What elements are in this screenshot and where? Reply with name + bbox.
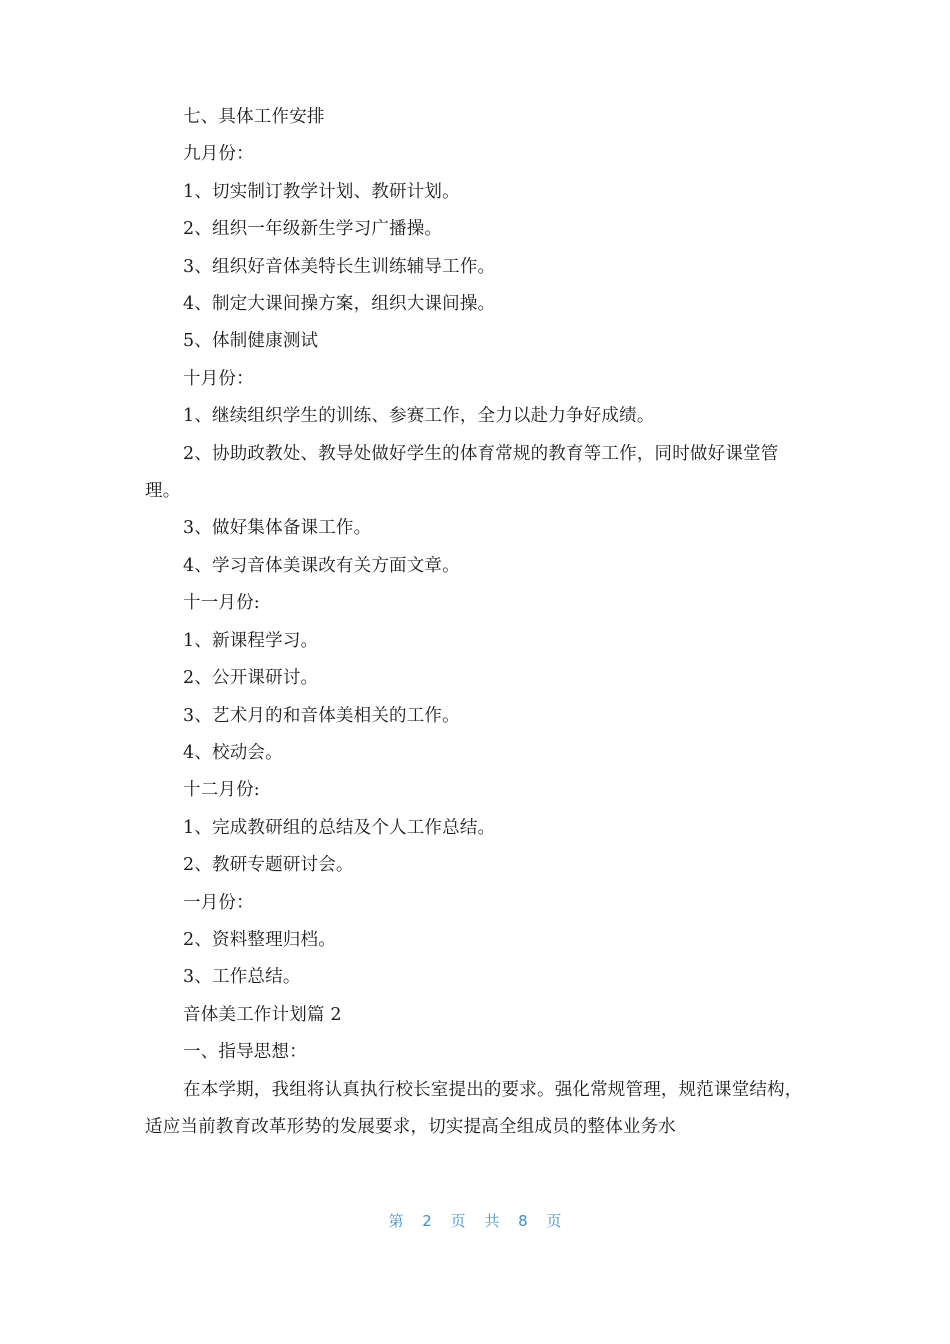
paragraph: 在本学期，我组将认真执行校长室提出的要求。强化常规管理，规范课堂结构，适应当前教育改革形势的发展要求，切实提高全组成员的整体业务水 bbox=[145, 1079, 803, 1137]
paragraph: 3、工作总结。 bbox=[183, 967, 301, 988]
paragraph: 1、切实制订教学计划、教研计划。 bbox=[183, 181, 460, 202]
section-title: 音体美工作计划篇 2 bbox=[183, 1004, 342, 1025]
paragraph: 十月份： bbox=[183, 368, 254, 389]
paragraph: 2、组织一年级新生学习广播操。 bbox=[183, 219, 443, 240]
paragraph: 3、做好集体备课工作。 bbox=[183, 518, 372, 539]
paragraph: 2、公开课研讨。 bbox=[183, 668, 319, 689]
paragraph: 4、学习音体美课改有关方面文章。 bbox=[183, 555, 460, 576]
paragraph: 1、新课程学习。 bbox=[183, 630, 319, 651]
paragraph: 2、教研专题研讨会。 bbox=[183, 855, 354, 876]
paragraph: 1、继续组织学生的训练、参赛工作，全力以赴力争好成绩。 bbox=[183, 406, 655, 427]
paragraph: 4、校动会。 bbox=[183, 742, 283, 763]
paragraph: 十一月份: bbox=[183, 593, 260, 614]
paragraph: 1、完成教研组的总结及个人工作总结。 bbox=[183, 817, 496, 838]
paragraph: 5、体制健康测试 bbox=[183, 331, 319, 352]
paragraph: 一、指导思想： bbox=[183, 1042, 307, 1063]
paragraph: 一月份： bbox=[183, 892, 254, 913]
paragraph: 2、协助政教处、教导处做好学生的体育常规的教育等工作，同时做好课堂管理。 bbox=[145, 443, 779, 502]
paragraph: 3、艺术月的和音体美相关的工作。 bbox=[183, 705, 460, 726]
page-number-footer: 第 2 页 共 8 页 bbox=[388, 1212, 562, 1230]
paragraph: 2、资料整理归档。 bbox=[183, 929, 336, 950]
paragraph: 七、具体工作安排 bbox=[183, 107, 325, 127]
paragraph: 九月份： bbox=[183, 144, 254, 165]
paragraph: 4、制定大课间操方案，组织大课间操。 bbox=[183, 294, 496, 315]
paragraph: 十二月份: bbox=[183, 780, 260, 801]
document-body bbox=[145, 99, 810, 1146]
paragraph: 3、组织好音体美特长生训练辅导工作。 bbox=[183, 256, 496, 277]
